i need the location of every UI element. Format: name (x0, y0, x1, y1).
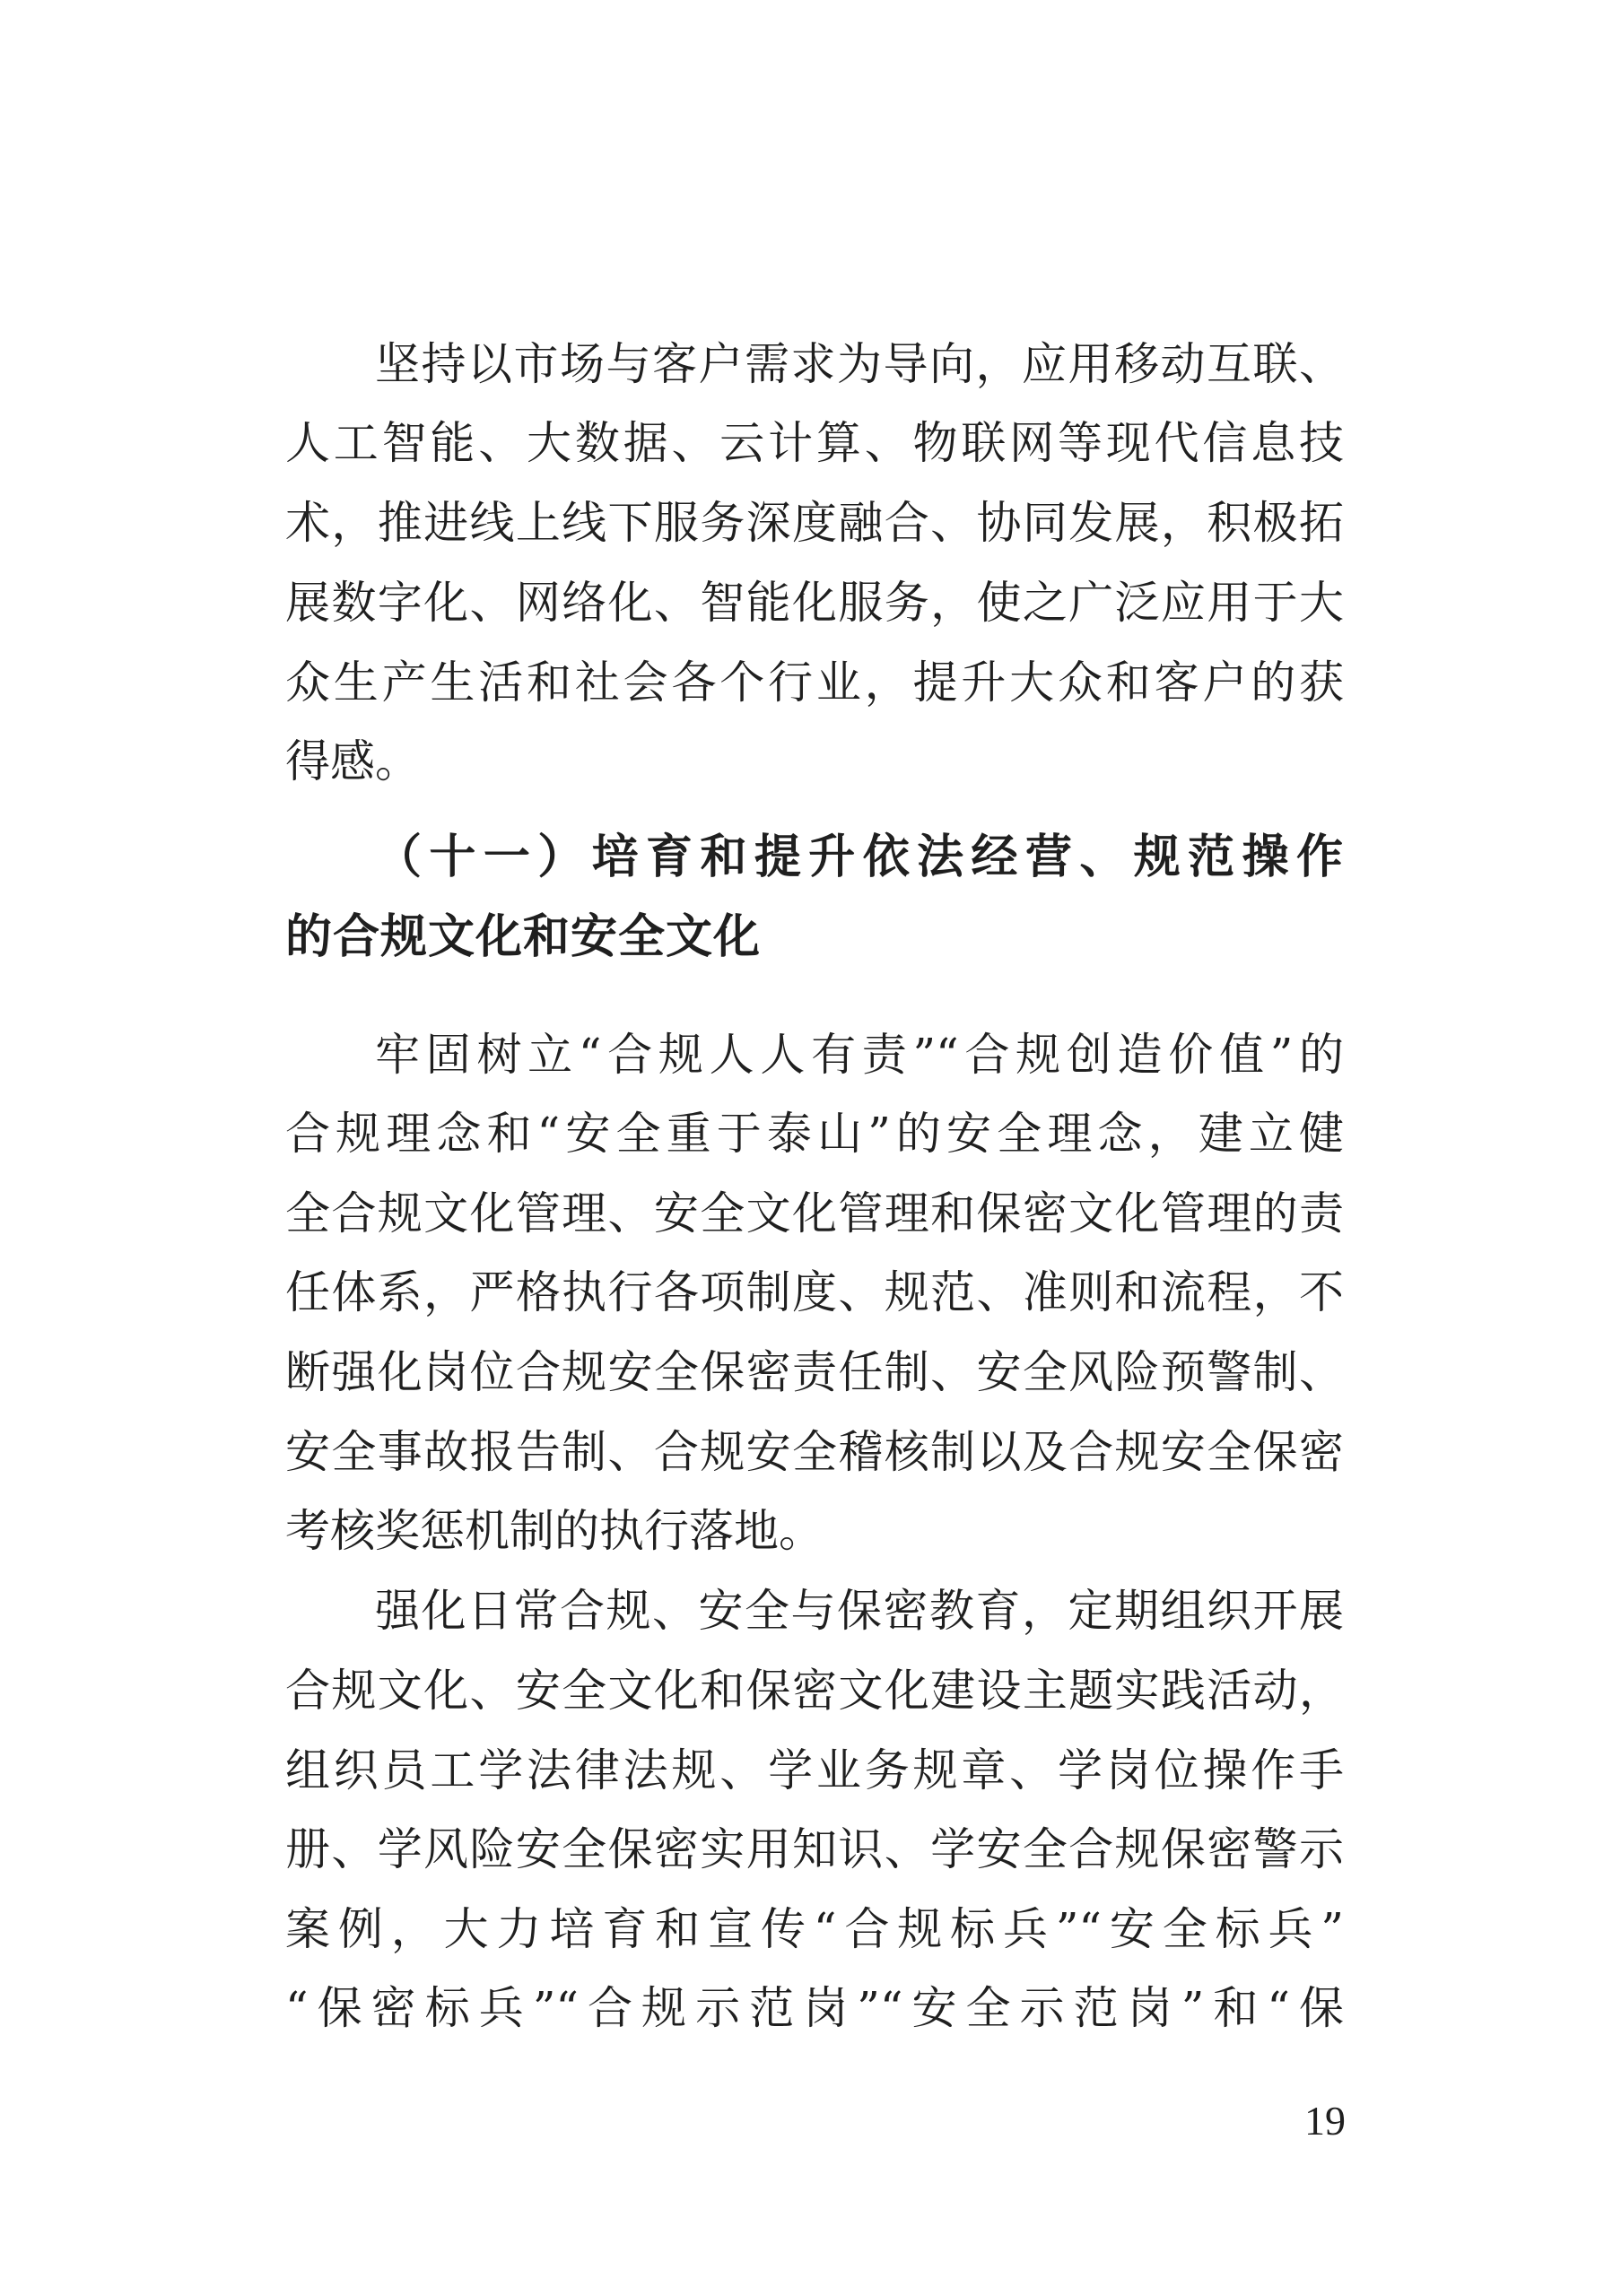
paragraph-2-line-6: 安全事故报告制、合规安全稽核制以及合规安全保密 (285, 1426, 1344, 1478)
paragraph-1-line-1: 坚持以市场与客户需求为导向，应用移动互联、 (375, 338, 1344, 390)
paragraph-2-line-1: 牢固树立“合规人人有责”“合规创造价值”的 (375, 1029, 1344, 1081)
paragraph-1-line-4: 展数字化、网络化、智能化服务，使之广泛应用于大 (285, 577, 1344, 629)
paragraph-3-line-1: 强化日常合规、安全与保密教育，定期组织开展 (375, 1585, 1344, 1637)
page-number: 19 (1304, 2098, 1346, 2144)
paragraph-2-line-2: 合规理念和“安全重于泰山”的安全理念，建立健 (285, 1108, 1344, 1160)
paragraph-3-line-6: “保密标兵”“合规示范岗”“安全示范岗”和“保 (285, 1982, 1344, 2034)
paragraph-3-line-4: 册、学风险安全保密实用知识、学安全合规保密警示 (285, 1823, 1344, 1875)
paragraph-2-line-7: 考核奖惩机制的执行落地。 (285, 1505, 824, 1557)
paragraph-3-line-2: 合规文化、安全文化和保密文化建设主题实践活动， (285, 1665, 1344, 1717)
paragraph-3-line-3: 组织员工学法律法规、学业务规章、学岗位操作手 (285, 1744, 1344, 1796)
paragraph-1-line-3: 术，推进线上线下服务深度融合、协同发展，积极拓 (285, 497, 1344, 549)
paragraph-2-line-3: 全合规文化管理、安全文化管理和保密文化管理的责 (285, 1187, 1344, 1239)
section-heading-line-2: 的合规文化和安全文化 (285, 910, 762, 964)
paragraph-1-line-5: 众生产生活和社会各个行业，提升大众和客户的获 (285, 657, 1344, 709)
paragraph-2-line-5: 断强化岗位合规安全保密责任制、安全风险预警制、 (285, 1346, 1344, 1398)
paragraph-3-line-5: 案例，大力培育和宣传“合规标兵”“安全标兵” (285, 1903, 1344, 1955)
section-heading-line-1: （十一）培育和提升依法经营、规范操作 (375, 831, 1344, 884)
paragraph-1-line-2: 人工智能、大数据、云计算、物联网等现代信息技 (285, 417, 1344, 469)
paragraph-2-line-4: 任体系，严格执行各项制度、规范、准则和流程，不 (285, 1266, 1344, 1318)
paragraph-1-line-6: 得感。 (285, 735, 420, 787)
